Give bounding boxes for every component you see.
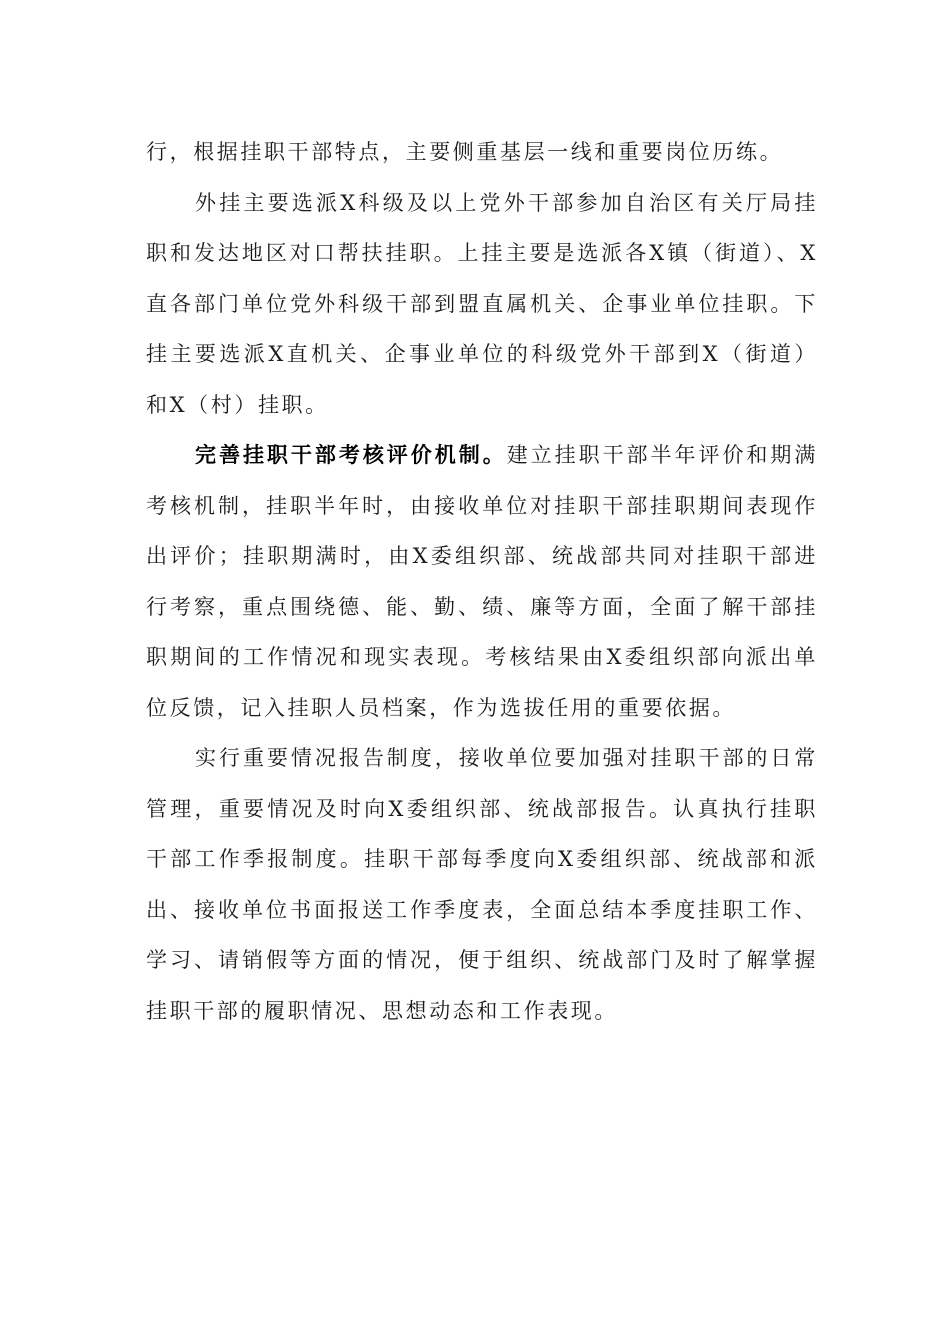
paragraph-continuation <box>146 127 818 178</box>
document-body <box>146 127 818 1036</box>
paragraph-external-posting <box>146 178 818 431</box>
paragraph-heading: 完善挂职干部考核评价机制。 <box>195 442 507 467</box>
paragraph-text: 建立挂职干部半年评价和期满考核机制，挂职半年时，由接收单位对挂职干部挂职期间表现作出评价；挂职期满时，由X委组织部、统战部共同对挂职干部进行考察，重点围绕德、能、勤、绩、廉等方面，全面了解干部挂职期间的工作情况和现实表现。考核结果由X委组织部向派出单位反馈，记入挂职人员档案，作为选拔任用的重要依据。 <box>146 443 818 720</box>
paragraph-assessment-mechanism <box>146 430 818 733</box>
paragraph-reporting-system <box>146 733 818 1036</box>
paragraph-text: 实行重要情况报告制度，接收单位要加强对挂职干部的日常管理，重要情况及时向X委组织部、统战部报告。认真执行挂职干部工作季报制度。挂职干部每季度向X委组织部、统战部和派出、接收单位书面报送工作季度表，全面总结本季度挂职工作、学习、请销假等方面的情况，便于组织、统战部门及时了解掌握挂职干部的履职情况、思想动态和工作表现。 <box>146 746 818 1023</box>
paragraph-text: 外挂主要选派X科级及以上党外干部参加自治区有关厅局挂职和发达地区对口帮扶挂职。上挂主要是选派各X镇（街道）、X直各部门单位党外科级干部到盟直属机关、企事业单位挂职。下挂主要选派X直机关、企事业单位的科级党外干部到X（街道）和X（村）挂职。 <box>146 190 818 417</box>
paragraph-text: 行，根据挂职干部特点，主要侧重基层一线和重要岗位历练。 <box>146 140 784 164</box>
